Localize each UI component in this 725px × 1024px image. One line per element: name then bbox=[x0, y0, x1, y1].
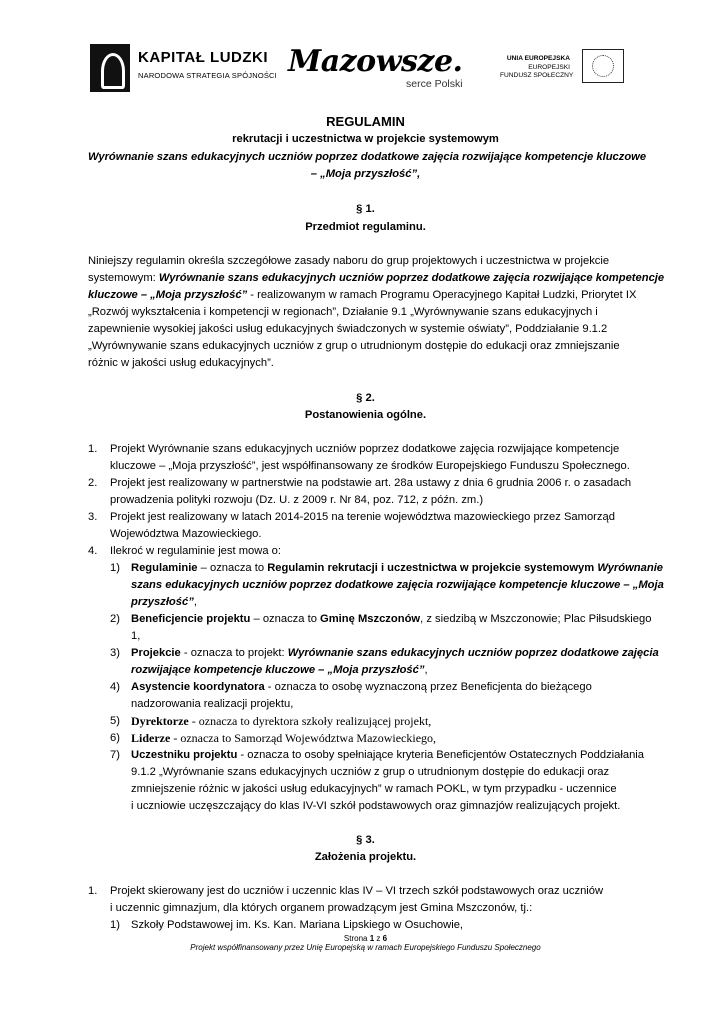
def-1-text: – oznacza to bbox=[197, 562, 268, 574]
def-4-number: 4) bbox=[110, 681, 120, 693]
def-3-term: Projekcie bbox=[131, 647, 181, 659]
mazowsze-title: Mazowsze. bbox=[288, 44, 463, 79]
document-subtitle-3: – „Moja przyszłość”, bbox=[310, 168, 421, 180]
s1-line-6: „Wyrównywanie szans edukacyjnych uczniów z grup o utrudnionym dostępie do edukacji oraz zmniejszanie bbox=[88, 340, 620, 352]
def-2-text: – oznacza to bbox=[250, 613, 321, 625]
def-3-number: 3) bbox=[110, 647, 120, 659]
def-2-line-1 bbox=[131, 613, 651, 625]
def-1-comma: , bbox=[193, 596, 197, 608]
document-subtitle-2: Wyrównanie szans edukacyjnych uczniów poprzez dodatkowe zajęcia rozwijające kompetencje kluczowe bbox=[88, 151, 647, 163]
eu-logo bbox=[500, 40, 630, 100]
eu-text bbox=[500, 55, 574, 81]
def-1-project-name: Wyrównanie bbox=[597, 562, 664, 574]
def-3-line-2 bbox=[131, 664, 428, 676]
s2-item-2-number: 2. bbox=[88, 477, 98, 489]
mazowsze-subtitle: serce Polski bbox=[406, 78, 463, 90]
def-1-line-1 bbox=[131, 562, 663, 574]
s1-project-name: Wyrównanie szans edukacyjnych uczniów poprzez dodatkowe zajęcia rozwijające kompetencje bbox=[158, 272, 665, 284]
s2-item-1-line-2: kluczowe – „Moja przyszłość”, jest współfinansowany ze środków Europejskiego Funduszu Społecznego. bbox=[110, 460, 630, 472]
kapital-ludzki-emblem-icon bbox=[90, 44, 130, 92]
s1-line-1: Niniejszy regulamin określa szczegółowe zasady naboru do grup projektowych i uczestnictwa w projekcie bbox=[88, 255, 610, 267]
def-1-term: Regulaminie bbox=[131, 562, 198, 574]
s2-item-3-line-1: Projekt jest realizowany w latach 2014-2015 na terenie województwa mazowieckiego przez Samorząd bbox=[110, 511, 615, 523]
eu-line-2: EUROPEJSKI bbox=[528, 63, 570, 71]
s1-line-5: zapewnienie wysokiej jakości usług edukacyjnych świadczonych w systemie oświaty”, Poddziałanie 9.1.2 bbox=[88, 323, 608, 335]
def-2-number: 2) bbox=[110, 613, 120, 625]
def-4-line-2: nadzorowania realizacji projektu, bbox=[131, 698, 294, 710]
s3-item-1-line-2: i uczennic gimnazjum, dla których organem prowadzącym jest Gmina Mszczonów, tj.: bbox=[110, 902, 533, 914]
def-3-text: - oznacza to projekt: bbox=[180, 647, 288, 659]
document-title: REGULAMIN bbox=[326, 114, 405, 129]
def-1-line-2: szans edukacyjnych uczniów poprzez dodatkowe zajęcia rozwijające kompetencje kluczowe – „Moja bbox=[131, 579, 664, 591]
s1-line-3-text: - realizowanym w ramach Programu Operacyjnego Kapitał Ludzki, Priorytet IX bbox=[247, 289, 637, 301]
def-3-line-1 bbox=[131, 647, 659, 659]
def-2-term: Beneficjencie projektu bbox=[131, 613, 251, 625]
def-4-line-1 bbox=[131, 681, 592, 693]
def-7-line-2: 9.1.2 „Wyrównanie szans edukacyjnych uczniów z grup o utrudnionym dostępie do edukacji oraz bbox=[131, 766, 610, 778]
def-7-text: - oznacza to osoby spełniające kryteria Beneficjentów Ostatecznych Poddziałania bbox=[237, 749, 645, 761]
def-2-line-2: 1, bbox=[131, 630, 141, 642]
def-5-number: 5) bbox=[110, 715, 120, 727]
page-number-prefix: Strona bbox=[343, 934, 370, 943]
def-6-number: 6) bbox=[110, 732, 120, 744]
def-5-term: Dyrektorze bbox=[131, 714, 189, 728]
eu-stars-ring-icon bbox=[592, 55, 614, 77]
def-7-term: Uczestniku projektu bbox=[131, 749, 238, 761]
def-7-number: 7) bbox=[110, 749, 120, 761]
s1-line-2 bbox=[88, 272, 664, 284]
def-7-line-4: i uczniowie uczęszczający do klas IV-VI szkół podstawowych oraz gimnazjów realizujących projekt. bbox=[131, 800, 621, 812]
eu-flag-icon bbox=[582, 49, 624, 83]
def-5-line-1 bbox=[131, 714, 431, 729]
def-7-line-1 bbox=[131, 749, 644, 761]
def-7-line-3: zmniejszenie różnic w jakości usług edukacyjnych” w ramach POKL, w tym przypadku - uczennice bbox=[131, 783, 617, 795]
s1-line-7: różnic w jakości usług edukacyjnych”. bbox=[88, 357, 274, 369]
s3-item-1-line-1: Projekt skierowany jest do uczniów i uczennic klas IV – VI trzech szkół podstawowych oraz uczniów bbox=[110, 885, 604, 897]
s2-item-2-line-1: Projekt jest realizowany w partnerstwie na podstawie art. 28a ustawy z dnia 6 grudnia 2006 r. o zasadach bbox=[110, 477, 632, 489]
s1-line-3 bbox=[88, 289, 636, 301]
s2-item-2-line-2: prowadzenia polityki rozwoju (Dz. U. z 2009 r. Nr 84, poz. 712, z późn. zm.) bbox=[110, 494, 484, 506]
page-number-total: 6 bbox=[382, 934, 388, 943]
section-1-number: § 1. bbox=[356, 203, 375, 215]
s2-item-3-number: 3. bbox=[88, 511, 98, 523]
kapital-ludzki-subtitle: NARODOWA STRATEGIA SPÓJNOŚCI bbox=[138, 71, 277, 80]
def-1-number: 1) bbox=[110, 562, 120, 574]
def-1-line-3 bbox=[131, 596, 197, 608]
footer-note: Projekt współfinansowany przez Unię Europejską w ramach Europejskiego Funduszu Społecznego bbox=[190, 943, 541, 952]
s1-line-4: „Rozwój wykształcenia i kompetencji w regionach”, Działanie 9.1 „Wyrównywanie szans edukacyjnych i bbox=[88, 306, 598, 318]
section-1-title: Przedmiot regulaminu. bbox=[305, 221, 426, 233]
section-3-title: Założenia projektu. bbox=[314, 851, 417, 863]
eu-line-3: FUNDUSZ SPOŁECZNY bbox=[500, 72, 574, 80]
s3-item-1-number: 1. bbox=[88, 885, 98, 897]
def-4-text: - oznacza to osobę wyznaczoną przez Beneficjenta do bieżącego bbox=[264, 681, 592, 693]
kapital-ludzki-logo bbox=[90, 40, 280, 100]
def-6-term: Liderze bbox=[131, 731, 171, 745]
def-3-project-name: Wyrównanie szans edukacyjnych uczniów poprzez dodatkowe zajęcia bbox=[287, 647, 659, 659]
s1-line-2-text: systemowym: bbox=[88, 272, 159, 284]
document-subtitle-1: rekrutacji i uczestnictwa w projekcie systemowym bbox=[232, 133, 499, 145]
page-number-separator: z bbox=[374, 934, 383, 943]
s3-school-1-number: 1) bbox=[110, 919, 120, 931]
page-number bbox=[88, 934, 643, 943]
def-1-regulamin: Regulamin rekrutacji i uczestnictwa w projekcie systemowym bbox=[267, 562, 598, 574]
section-2-title: Postanowienia ogólne. bbox=[304, 409, 427, 421]
s2-item-4-number: 4. bbox=[88, 545, 98, 557]
def-3-comma: , bbox=[424, 664, 428, 676]
section-2-number: § 2. bbox=[356, 392, 375, 404]
def-4-term: Asystencie koordynatora bbox=[131, 681, 265, 693]
eu-line-1: UNIA EUROPEJSKA bbox=[506, 55, 570, 62]
section-3-number: § 3. bbox=[356, 834, 375, 846]
s3-school-1-line-1: Szkoły Podstawowej im. Ks. Kan. Mariana Lipskiego w Osuchowie, bbox=[131, 919, 464, 931]
s2-item-4-line-1: Ilekroć w regulaminie jest mowa o: bbox=[110, 545, 281, 557]
kapital-ludzki-title: KAPITAŁ LUDZKI bbox=[138, 49, 269, 66]
def-3-project-name-cont: rozwijające kompetencje kluczowe – „Moja przyszłość” bbox=[131, 664, 425, 676]
page-number-current: 1 bbox=[369, 934, 375, 943]
s2-item-3-line-2: Województwa Mazowieckiego. bbox=[110, 528, 262, 540]
def-1-project-name-end: przyszłość” bbox=[131, 596, 194, 608]
def-2-address: , z siedzibą w Mszczonowie; Plac Piłsudskiego bbox=[420, 613, 652, 625]
s2-item-1-number: 1. bbox=[88, 443, 98, 455]
s2-item-1-line-1: Projekt Wyrównanie szans edukacyjnych uczniów poprzez dodatkowe zajęcia rozwijające kompetencje bbox=[110, 443, 620, 455]
def-5-text: - oznacza to dyrektora szkoły realizującej projekt, bbox=[188, 714, 432, 728]
def-2-gmina: Gminę Mszczonów bbox=[320, 613, 421, 625]
def-6-text: - oznacza to Samorząd Województwa Mazowieckiego, bbox=[170, 731, 437, 745]
mazowsze-logo bbox=[288, 40, 473, 100]
s1-project-name-cont: kluczowe – „Moja przyszłość” bbox=[88, 289, 248, 301]
def-6-line-1 bbox=[131, 731, 436, 746]
